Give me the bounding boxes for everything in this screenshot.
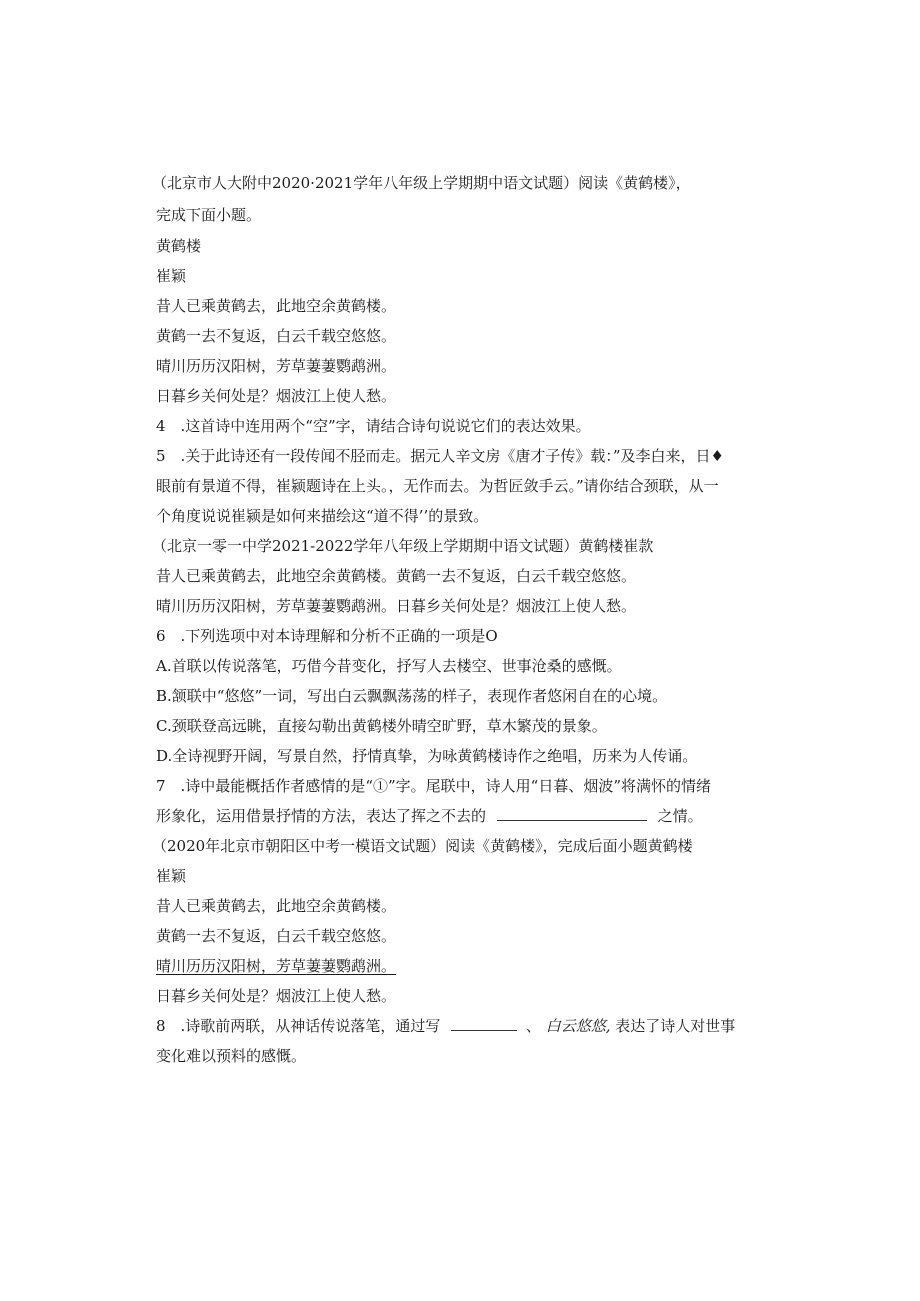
question-5-line: 5 .关于此诗还有一段传闻不胫而走。据元人辛文房《唐才子传》载：”及李白来，日♦	[156, 447, 724, 465]
question-8-text: 8 .诗歌前两联，从神话传说落笔，通过写	[156, 1017, 441, 1035]
section3-header: （2020年北京市朝阳区中考一模语文试题）阅读《黄鹤楼》，完成后面小题黄鹤楼	[152, 837, 693, 855]
poem-line: 昔人已乘黄鹤去，此地空余黄鹤楼。	[156, 297, 397, 315]
poem-line: 晴川历历汉阳树，芳草萋萋鹦鹉洲。	[156, 357, 397, 375]
poem-line: 日暮乡关何处是？烟波江上使人愁。	[156, 387, 397, 405]
poem-line: 晴川历历汉阳树，芳草萋萋鹦鹉洲。日暮乡关何处是？烟波江上使人愁。	[156, 597, 637, 615]
poem-line: 昔人已乘黄鹤去，此地空余黄鹤楼。黄鹤一去不复返，白云千载空悠悠。	[156, 567, 637, 585]
option-a: A.首联以传说落笔，巧借今昔变化，抒写人去楼空、世事沧桑的感慨。	[156, 657, 622, 675]
poem-line: 昔人已乘黄鹤去，此地空余黄鹤楼。	[156, 897, 397, 915]
question-7-text: 形象化，运用借景抒情的方法，表达了挥之不去的	[156, 807, 487, 825]
section1-header: （北京市人大附中2020·2021学年八年级上学期期中语文试题）阅读《黄鹤楼》，	[152, 174, 691, 192]
section2-header: （北京一零一中学2021-2022学年八年级上学期期中语文试题）黄鹤楼崔款	[152, 537, 654, 555]
option-c: C.颈联登高远眺，直接勾勒出黄鹤楼外晴空旷野，草木繁茂的景象。	[156, 717, 607, 735]
option-d: D.全诗视野开阔，写景自然，抒情真挚，为咏黄鹤楼诗作之绝唱，历来为人传诵。	[156, 747, 698, 765]
question-8-line1	[156, 1016, 735, 1036]
answer-blank[interactable]	[497, 806, 647, 821]
question-8-separator: 、	[525, 1017, 541, 1035]
question-5-line: 眼前有景道不得，崔颍题诗在上头。，无作而去。为哲匠敛手云。”请你结合颈联，从一	[156, 477, 719, 495]
poem-author: 崔颖	[156, 267, 187, 285]
poem-title: 黄鹤楼	[156, 237, 202, 255]
poem-line: 黄鹤一去不复返，白云千载空悠悠。	[156, 927, 397, 945]
question-4: 4 .这首诗中连用两个“空”字，请结合诗句说说它们的表达效果。	[156, 417, 591, 435]
question-8-line2: 变化难以预料的感慨。	[156, 1047, 307, 1065]
poem-line: 日暮乡关何处是？烟波江上使人愁。	[156, 987, 397, 1005]
question-7-text-end: 之情。	[657, 807, 703, 825]
question-7-line2	[156, 806, 703, 826]
poem-line-underlined: 晴川历历汉阳树，芳草萋萋鹦鹉洲。	[156, 957, 397, 975]
question-5-line: 个角度说说崔颍是如何来描绘这“道不得’’的景致。	[156, 507, 489, 525]
poem-line: 黄鹤一去不复返，白云千载空悠悠。	[156, 327, 397, 345]
question-8-text-end: 表达了诗人对世事	[615, 1017, 736, 1035]
question-8-italic-text: 白云悠悠,	[545, 1017, 611, 1035]
question-6: 6 .下列选项中对本诗理解和分析不正确的一项是O	[156, 627, 498, 645]
section1-header-cont: 完成下面小题。	[156, 206, 262, 224]
answer-blank[interactable]	[451, 1016, 517, 1031]
poem-author: 崔颖	[156, 867, 187, 885]
question-7-line1: 7 .诗中最能概括作者感情的是“①”字。尾联中，诗人用“日暮、烟波”将满怀的情绪	[156, 777, 711, 795]
option-b: B.颔联中“悠悠”一词，写出白云飘飘荡荡的样子，表现作者悠闲自在的心境。	[156, 687, 668, 705]
